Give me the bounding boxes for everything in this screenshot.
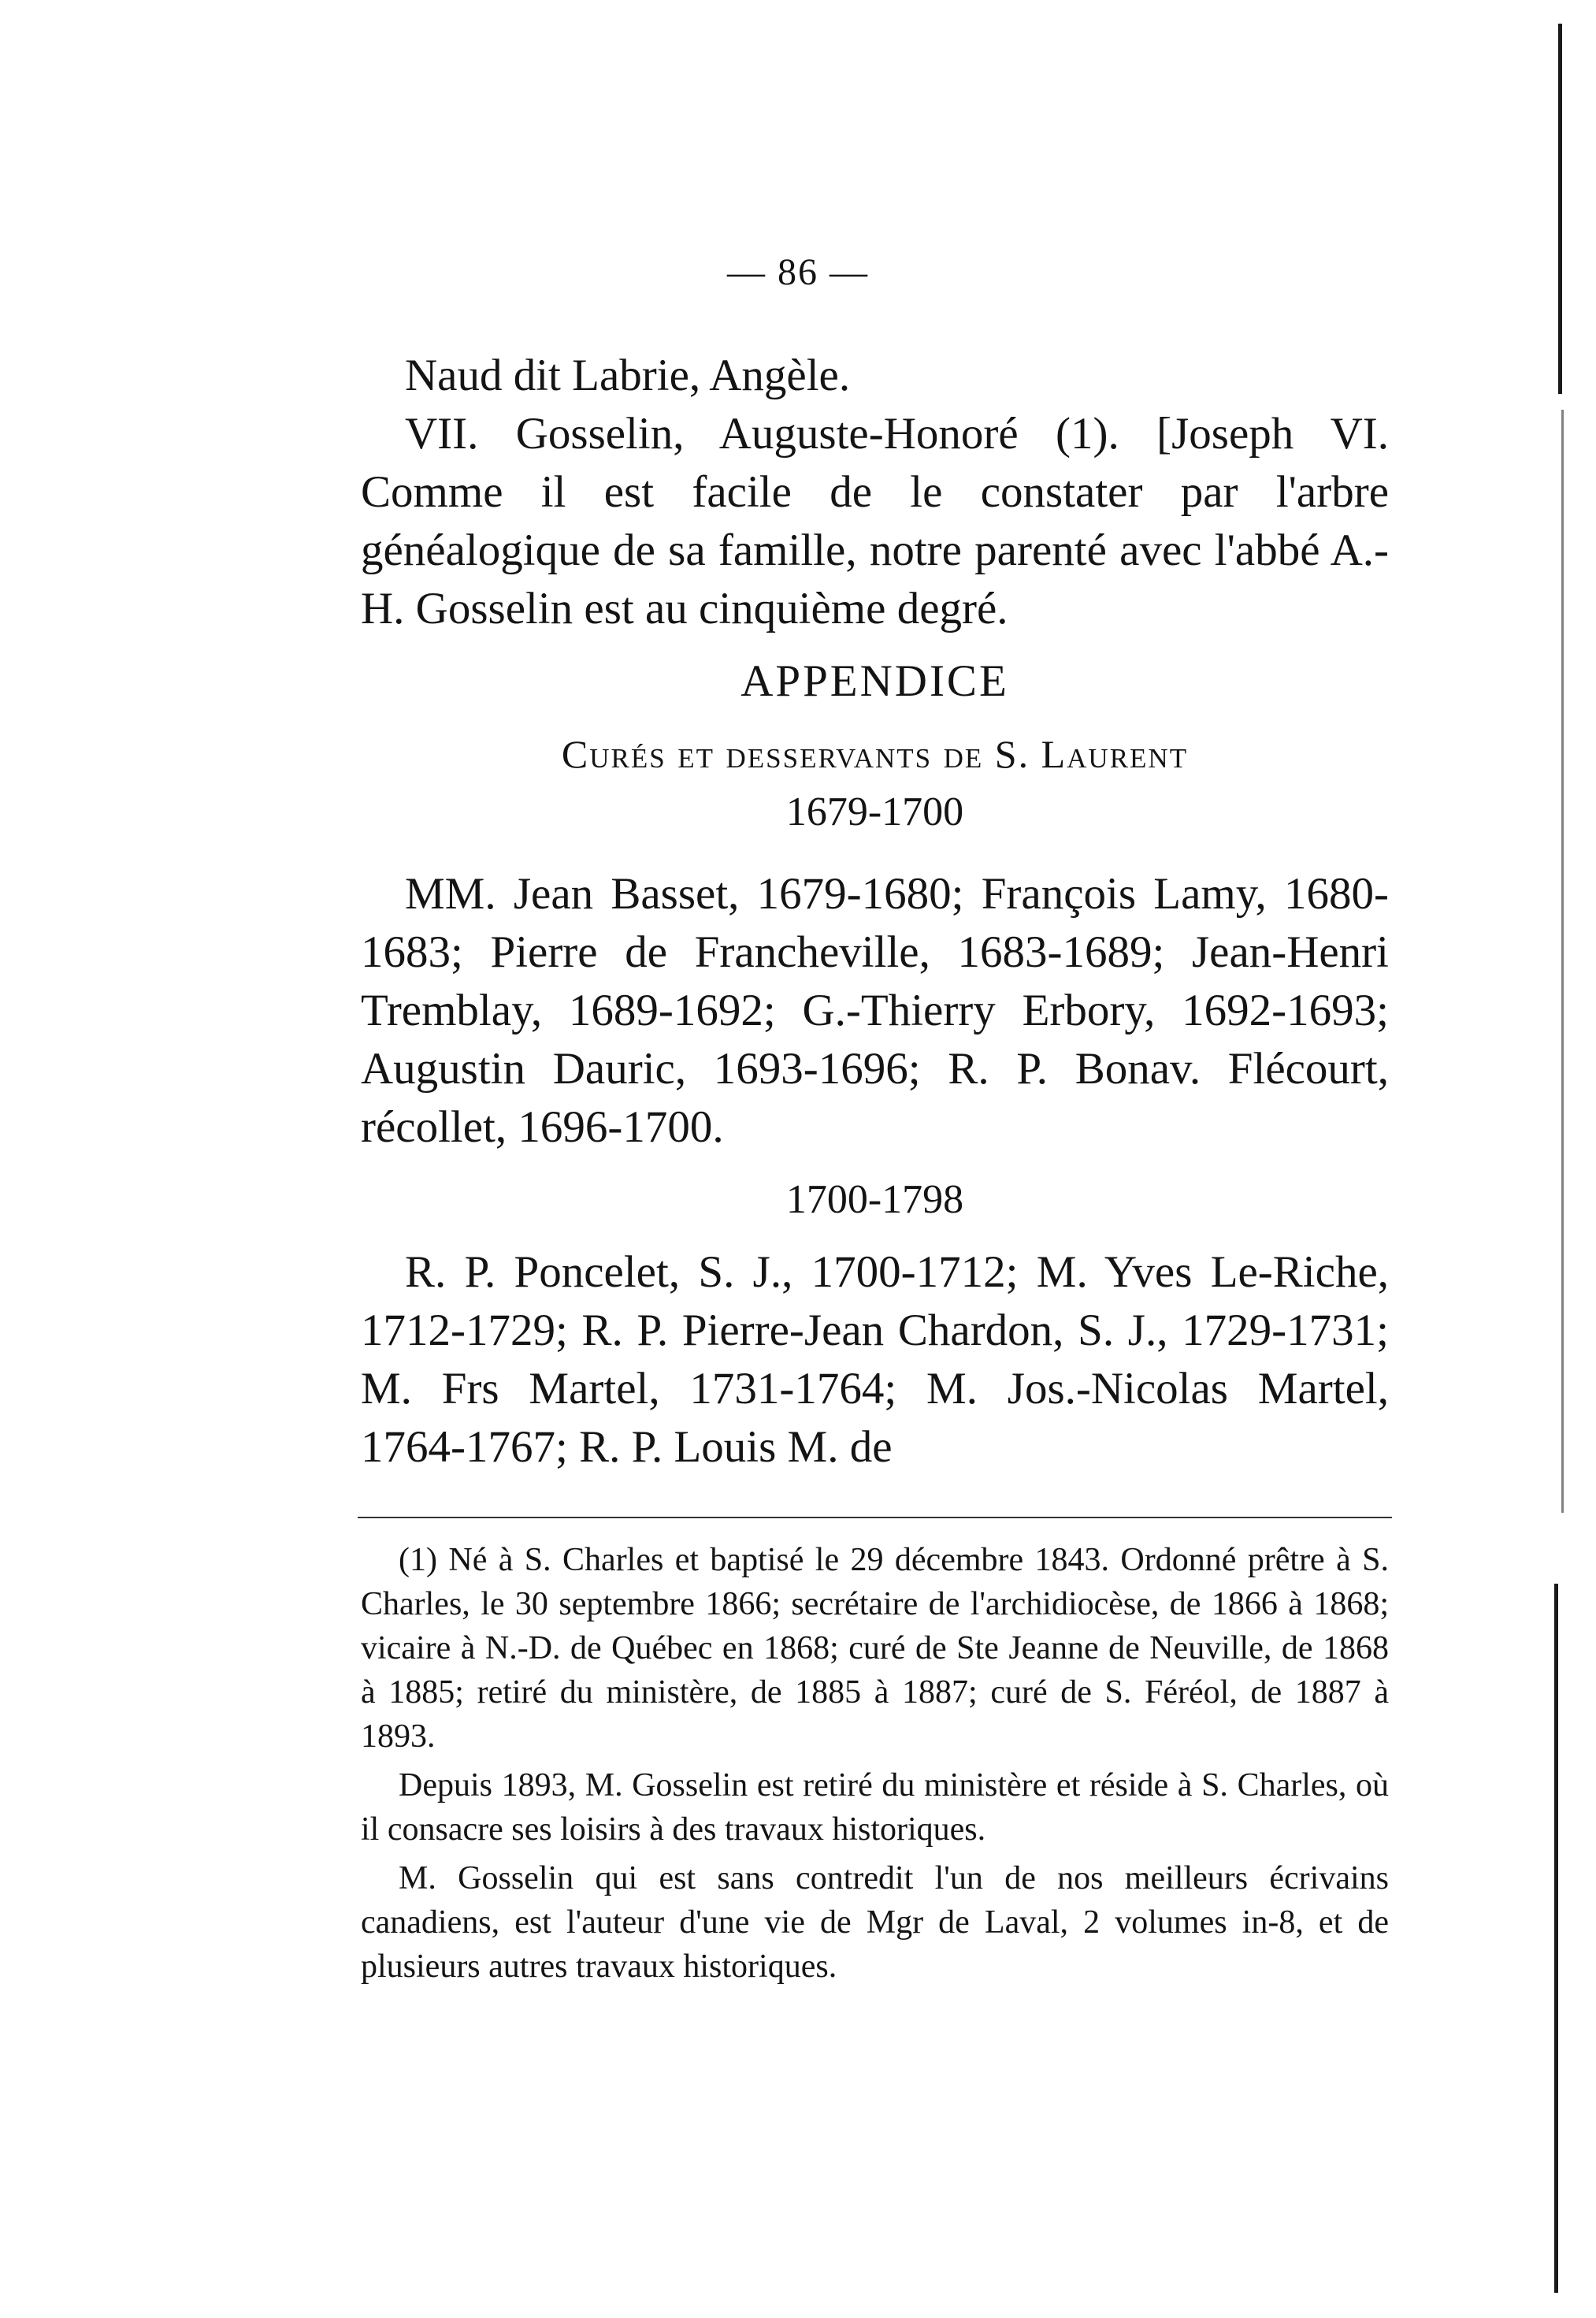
- page-edge-line-top: [1558, 24, 1562, 394]
- body-paragraph-1: Naud dit Labrie, Angèle.: [405, 351, 851, 400]
- footnote-paragraph-2: Depuis 1893, M. Gosselin est retiré du ministère et réside à S. Charles, où il consacre ses loisirs à des travaux historiques.: [361, 1767, 1389, 1848]
- appendix-title: APPENDICE: [740, 656, 1009, 706]
- appendix-period-1: 1679-1700: [785, 789, 964, 834]
- page-edge-line-bottom: [1554, 1584, 1558, 2293]
- footnote-paragraph-1: (1) Né à S. Charles et baptisé le 29 décembre 1843. Ordonné prêtre à S. Charles, le 30 septembre 1866; secrétaire de l'archidiocèse, de 1866 à 1868; vicaire à N.-D. de Québec en 1868; curé de Ste Jeanne de Neuville, de 1868 à 1885; retiré du ministère, de 1885 à 1887; curé de S. Féréol, de 1887 à 1893.: [361, 1542, 1389, 1755]
- appendix-period-2: 1700-1798: [785, 1177, 964, 1222]
- main-text: [361, 347, 1389, 1477]
- footnote-paragraph-3: M. Gosselin qui est sans contredit l'un de nos meilleurs écrivains canadiens, est l'auteur d'une vie de Mgr de Laval, 2 volumes in-8, et de plusieurs autres travaux historiques.: [361, 1860, 1389, 1985]
- footnote-separator: [358, 1517, 1392, 1518]
- footnotes: [361, 1538, 1389, 1989]
- appendix-period-1-text: MM. Jean Basset, 1679-1680; François Lamy, 1680-1683; Pierre de Francheville, 1683-1689; Jean-Henri Tremblay, 1689-1692; G.-Thierry Erbory, 1692-1693; Augustin Dauric, 1693-1696; R. P. Bonav. Flécourt, récollet, 1696-1700.: [361, 869, 1389, 1152]
- page-edge-line-middle: [1561, 410, 1564, 1513]
- body-paragraph-2: VII. Gosselin, Auguste-Honoré (1). [Joseph VI. Comme il est facile de le constater par l'arbre généalogique de sa famille, notre parenté avec l'abbé A.-H. Gosselin est au cinquième degré.: [361, 409, 1389, 633]
- appendix-period-2-text: R. P. Poncelet, S. J., 1700-1712; M. Yves Le-Riche, 1712-1729; R. P. Pierre-Jean Chardon, S. J., 1729-1731; M. Frs Martel, 1731-1764; M. Jos.-Nicolas Martel, 1764-1767; R. P. Louis M. de: [361, 1247, 1389, 1472]
- page-number: — 86 —: [727, 251, 869, 293]
- appendix-subtitle: Curés et desservants de S. Laurent: [561, 732, 1189, 776]
